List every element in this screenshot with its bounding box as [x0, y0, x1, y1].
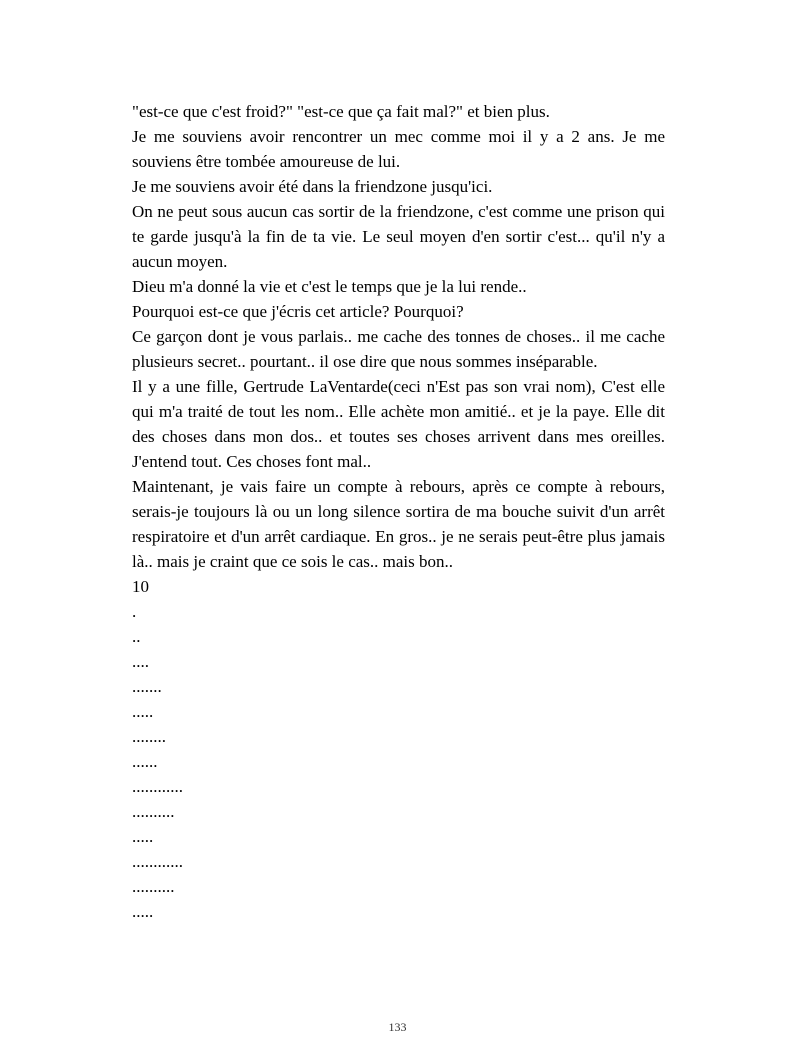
body-text — [132, 99, 665, 924]
dots-line: .... — [132, 652, 149, 671]
dots-line: ............ — [132, 777, 183, 796]
dots-line: . — [132, 602, 137, 621]
countdown-number: 10 — [132, 577, 149, 596]
page-number: 133 — [388, 1020, 407, 1034]
dots-line: .. — [132, 627, 141, 646]
dots-line: .......... — [132, 877, 175, 896]
paragraph-friendzone: Je me souviens avoir été dans la friendzone jusqu'ici. — [132, 177, 493, 196]
dots-line: ............ — [132, 852, 183, 871]
paragraph-countdown: Maintenant, je vais faire un compte à rebours, après ce compte à rebours, serais-je toujours là ou un long silence sortira de ma bouche suivit d'un arrêt respiratoire et d'un arrêt cardiaque. En gros.. je ne serais peut-être plus jamais là.. mais je craint que ce sois le cas.. mais bon.. — [132, 477, 665, 571]
dots-line: ...... — [132, 752, 158, 771]
dots-line: ..... — [132, 902, 154, 921]
dots-line: ........ — [132, 727, 166, 746]
paragraph-god: Dieu m'a donné la vie et c'est le temps que je la lui rende.. — [132, 277, 527, 296]
dots-line: ....... — [132, 677, 162, 696]
dots-line: ..... — [132, 827, 154, 846]
paragraph-prison: On ne peut sous aucun cas sortir de la friendzone, c'est comme une prison qui te garde jusqu'à la fin de ta vie. Le seul moyen d'en sortir c'est... qu'il n'y a aucun moyen. — [132, 202, 665, 271]
paragraph-memory: Je me souviens avoir rencontrer un mec comme moi il y a 2 ans. Je me souviens être tombée amoureuse de lui. — [132, 127, 665, 171]
paragraph-intro-quote: "est-ce que c'est froid?" "est-ce que ça fait mal?" et bien plus. — [132, 102, 550, 121]
paragraph-boy-secrets: Ce garçon dont je vous parlais.. me cache des tonnes de choses.. il me cache plusieurs secret.. pourtant.. il ose dire que nous sommes inséparable. — [132, 327, 665, 371]
paragraph-why: Pourquoi est-ce que j'écris cet article? Pourquoi? — [132, 302, 464, 321]
dots-line: ..... — [132, 702, 154, 721]
paragraph-girl: Il y a une fille, Gertrude LaVentarde(ceci n'Est pas son vrai nom), C'est elle qui m'a traité de tout les nom.. Elle achète mon amitié.. et je la paye. Elle dit des choses dans mon dos.. et toutes ses choses arrivent dans mes oreilles. J'entend tout. Ces choses font mal.. — [132, 377, 665, 471]
dots-line: .......... — [132, 802, 175, 821]
